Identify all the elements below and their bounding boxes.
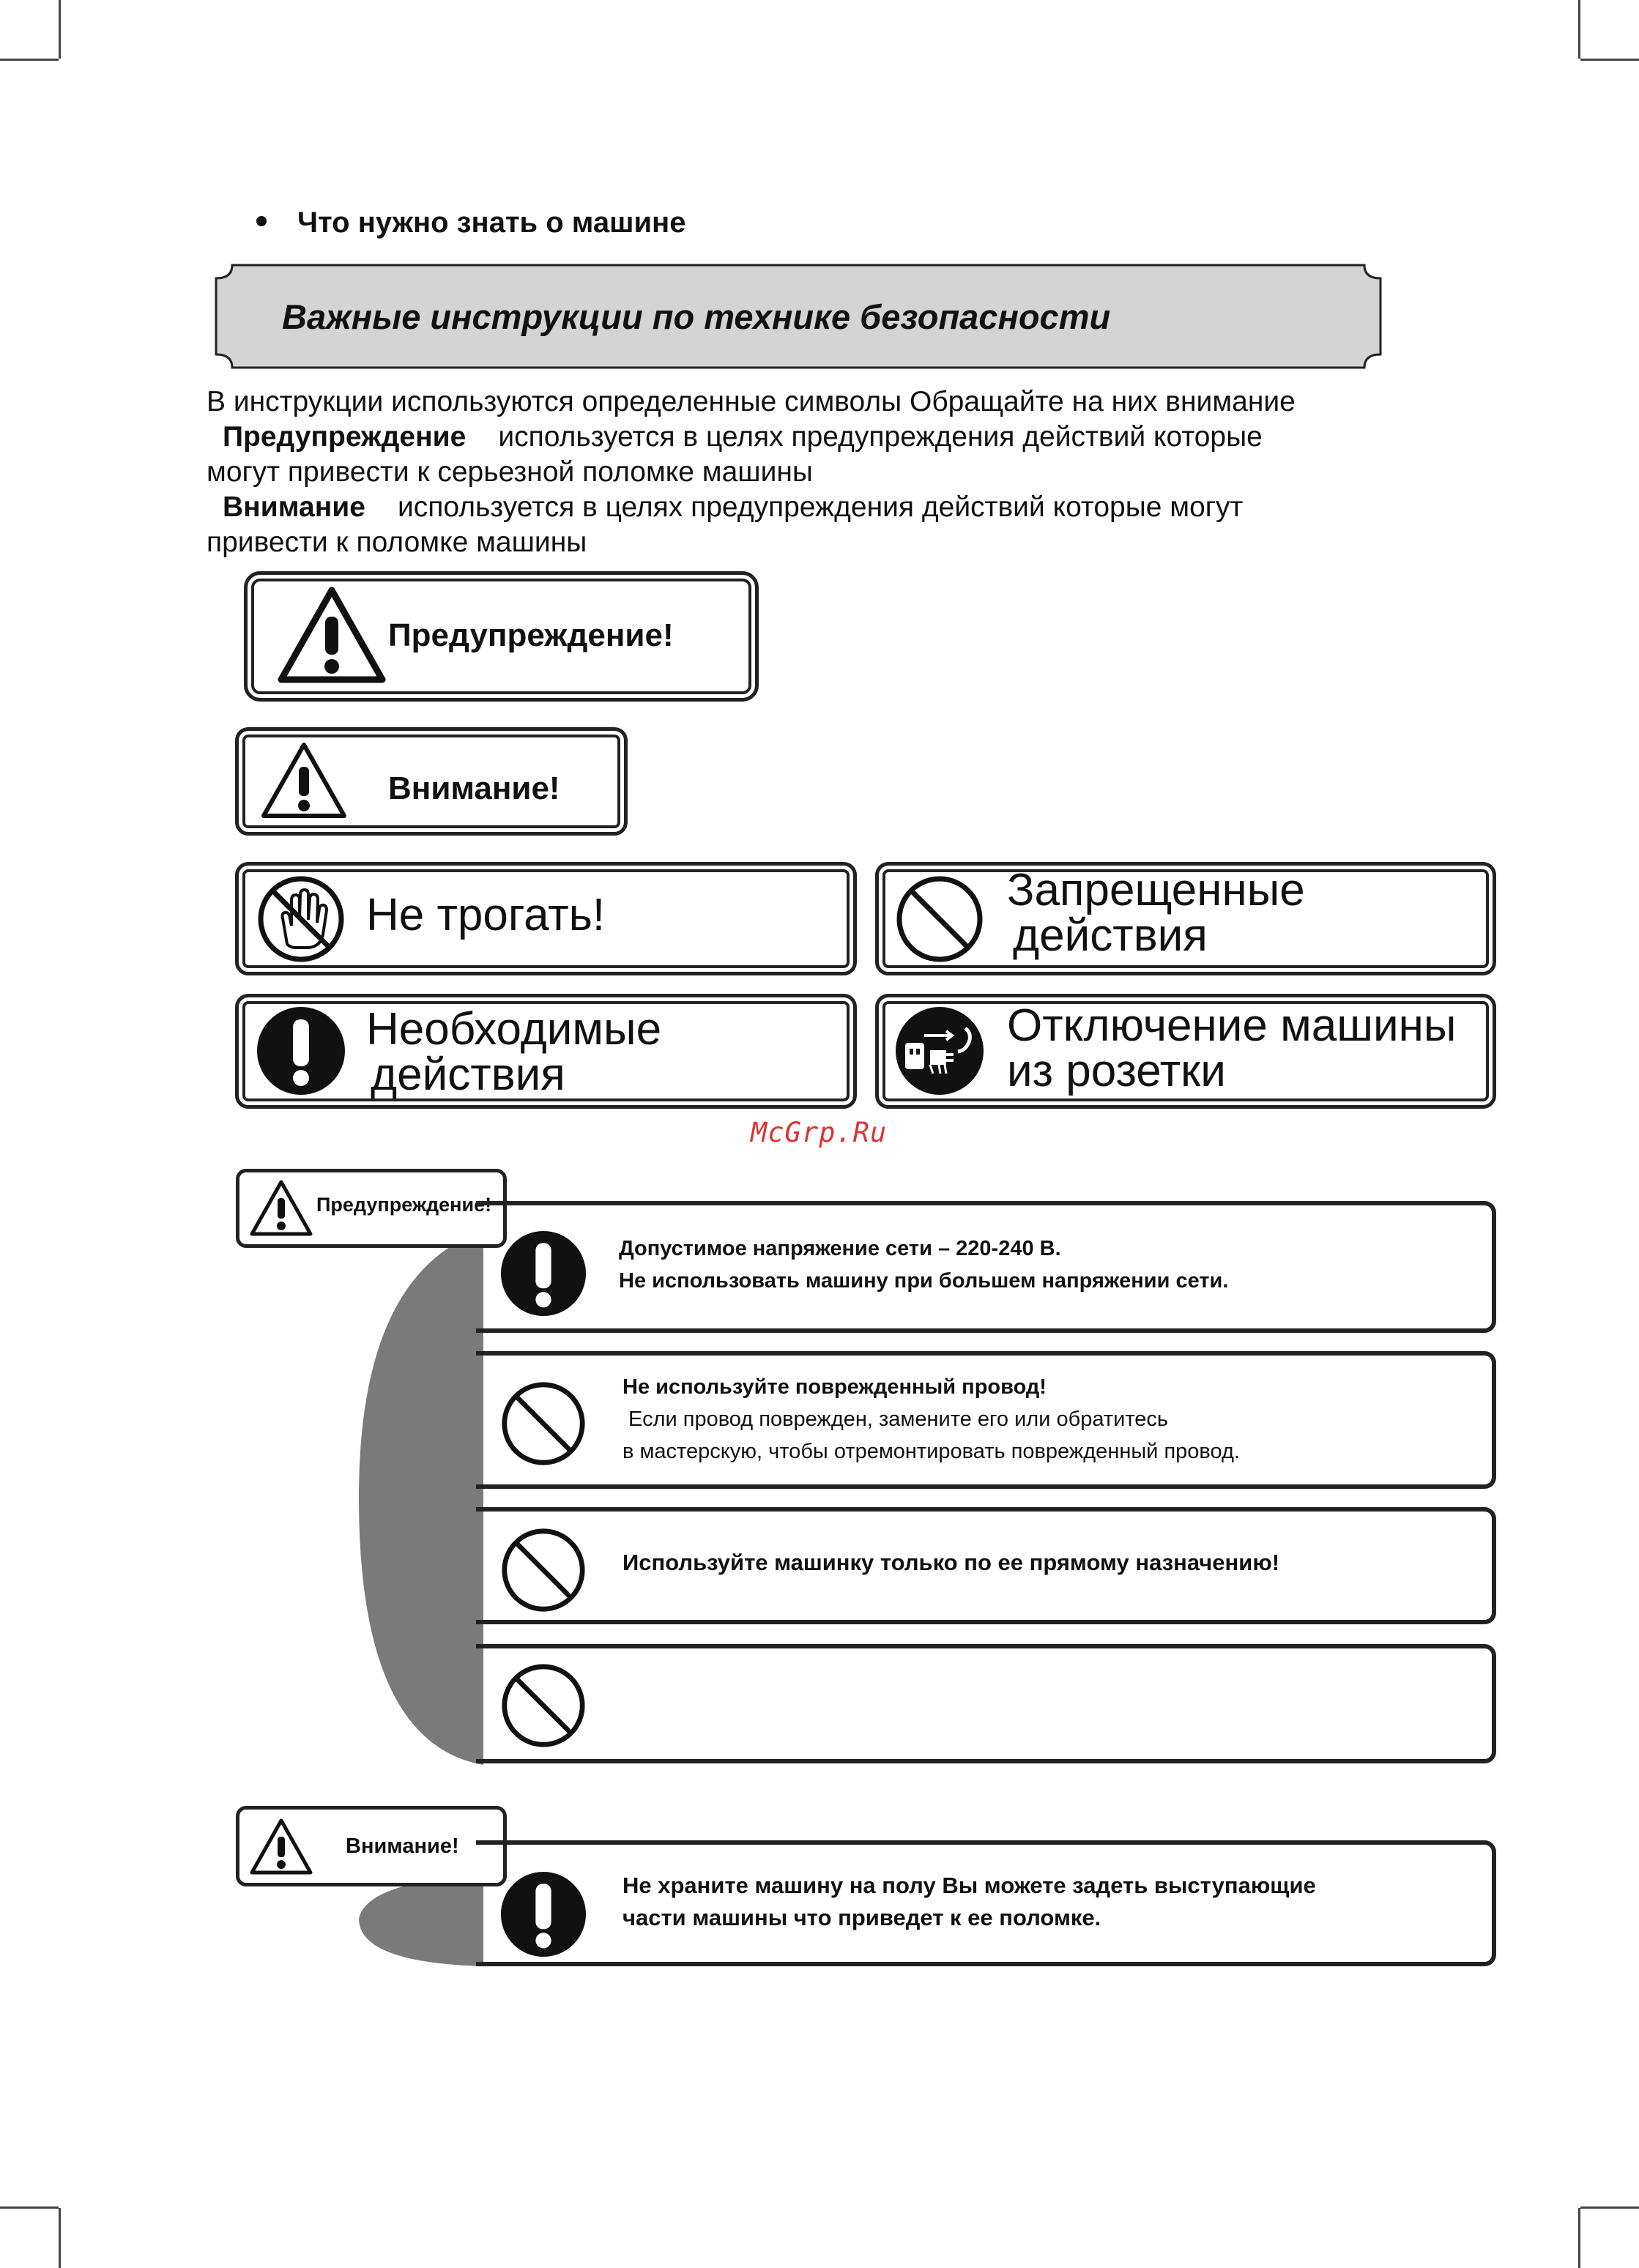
warning-row-1-text: Допустимое напряжение сети – 220-240 В. Не использовать машину при большем напряжении сети.	[619, 1237, 1229, 1293]
required-action-icon	[500, 1871, 587, 1957]
gray-side-shape	[359, 1230, 483, 1765]
legend-caution-label: Внимание!	[388, 770, 560, 806]
caution-tab-triangle-icon	[249, 1818, 313, 1876]
intro-warning-cont: могут привести к серьезной поломке машины	[207, 456, 813, 488]
warning-row-3-text: Используйте машинку только по ее прямому назначению!	[622, 1550, 1280, 1575]
legend-prohibited-label: Запрещенные действия	[1007, 865, 1305, 961]
crop-mark	[59, 2208, 61, 2268]
crop-mark	[59, 0, 61, 59]
intro-text	[207, 384, 1452, 560]
warning-tab-triangle-icon	[249, 1179, 313, 1238]
prohibited-icon	[895, 874, 984, 964]
watermark: McGrp.Ru	[751, 1117, 888, 1148]
no-touch-icon	[256, 874, 346, 964]
legend-warning-label: Предупреждение!	[388, 617, 674, 653]
unplug-icon	[895, 1006, 984, 1096]
intro-caution-cont: привести к поломке машины	[207, 527, 587, 558]
caution-triangle-icon	[260, 741, 348, 820]
caution-tab-label: Внимание!	[346, 1834, 459, 1858]
intro-line: В инструкции используются определенные символы Обращайте на них внимание	[207, 386, 1296, 417]
gray-side-shape	[359, 1875, 483, 1966]
bullet-icon	[256, 216, 267, 226]
warning-tab-label: Предупреждение!	[316, 1194, 492, 1216]
crop-mark	[1580, 2206, 1639, 2209]
caution-row-text: Не храните машину на полу Вы можете задеть выступающие части машины что приведет к ее поломке.	[622, 1873, 1316, 1930]
intro-caution: Внимание используется в целях предупреждения действий которые могут	[223, 491, 1244, 523]
required-action-icon	[256, 1006, 346, 1096]
legend-unplug-label: Отключение машины из розетки	[1007, 1000, 1457, 1096]
prohibited-icon	[500, 1662, 587, 1749]
warning-triangle-icon	[277, 586, 387, 685]
section-heading: Что нужно знать о машине	[256, 207, 685, 239]
prohibited-icon	[500, 1380, 587, 1467]
required-action-icon	[500, 1230, 587, 1317]
legend-no-touch-label: Не трогать!	[366, 890, 606, 940]
crop-mark	[1578, 2208, 1580, 2268]
crop-mark	[0, 59, 59, 61]
warning-row-2-text: Не используйте поврежденный провод! Если провод поврежден, замените его или обратитесь в мастерскую, чтобы отремонтировать поврежденный провод.	[622, 1375, 1240, 1463]
legend-required-label: Необходимые действия	[366, 1004, 662, 1100]
prohibited-icon	[500, 1527, 587, 1613]
crop-mark	[0, 2206, 59, 2209]
intro-warning: Предупреждение используется в целях предупреждения действий которые	[223, 421, 1263, 453]
crop-mark	[1578, 0, 1580, 59]
warning-row-4	[476, 1644, 1496, 1763]
banner-title: Важные инструкции по технике безопасности	[282, 297, 1111, 336]
crop-mark	[1580, 59, 1639, 61]
